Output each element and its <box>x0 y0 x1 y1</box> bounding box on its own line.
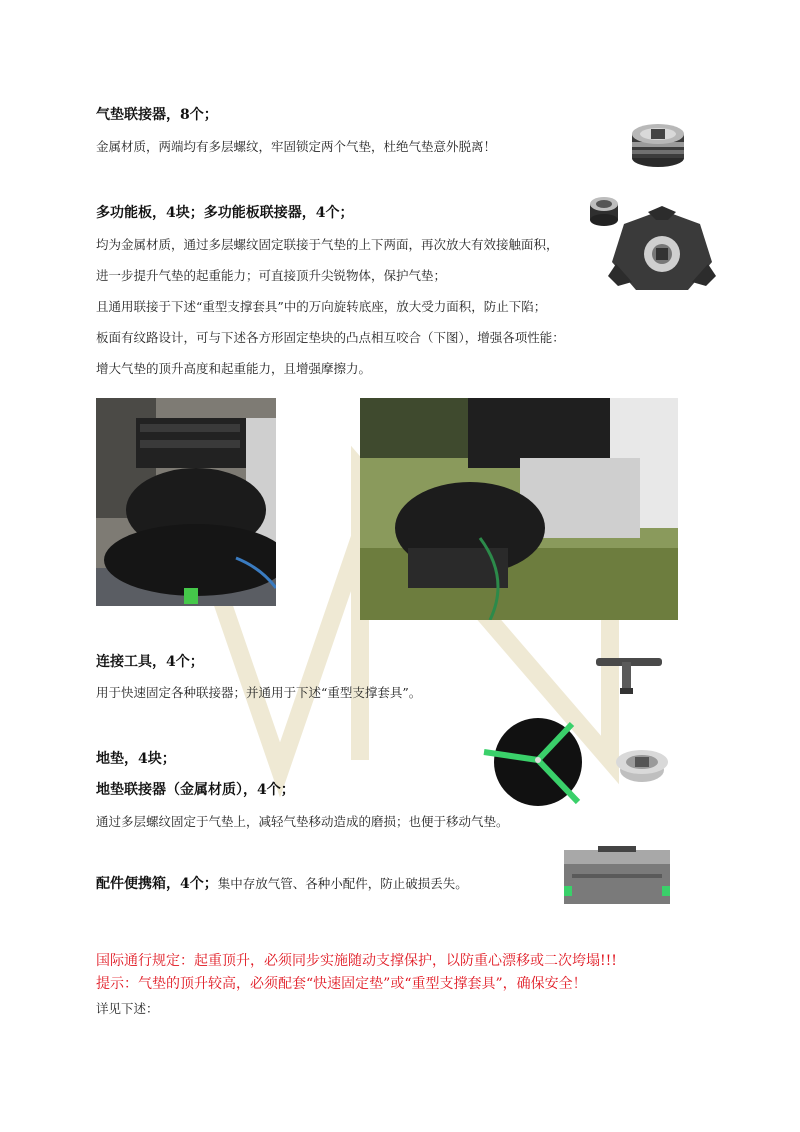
plate-title: 多功能板，4块；多功能板联接器，4个； <box>96 205 354 221</box>
mat-title: 地垫，4块； <box>96 751 176 767</box>
air-cushion-connector-image <box>628 118 688 170</box>
air-cushion-lifting-vehicle-photo <box>360 398 678 620</box>
connection-tool-image <box>592 650 668 696</box>
case-desc: 集中存放气管、各种小配件，防止破损丢失。 <box>217 876 468 891</box>
plate-line-3: 且通用联接于下述“重型支撑套具”中的万向旋转底座，放大受力面积，防止下陷； <box>96 299 547 314</box>
mat-desc: 通过多层螺纹固定于气垫上，减轻气垫移动造成的磨损；也便于移动气垫。 <box>96 814 509 829</box>
mat-connector-title: 地垫联接器（金属材质），4个； <box>96 782 295 798</box>
ground-mat-image <box>480 710 590 810</box>
warning-regulation: 国际通行规定：起重顶升，必须同步实施随动支撑保护，以防重心漂移或二次垮塌!!! <box>96 953 617 969</box>
connector-desc: 金属材质，两端均有多层螺纹，牢固锁定两个气垫，杜绝气垫意外脱离！ <box>96 139 497 154</box>
connector-title: 气垫联接器，8个； <box>96 107 218 123</box>
tool-title: 连接工具，4个； <box>96 654 204 670</box>
stacked-air-cushion-photo <box>96 398 276 606</box>
case-line <box>96 873 468 893</box>
mat-connector-image <box>614 744 670 786</box>
accessory-case-image <box>558 846 676 910</box>
multifunction-plate-image <box>608 206 716 294</box>
footer-note: 详见下述： <box>96 1001 159 1016</box>
warning-tip: 提示：气垫的顶升较高，必须配套“快速固定垫”或“重型支撑套具”，确保安全！ <box>96 976 587 992</box>
plate-line-1: 均为金属材质，通过多层螺纹固定联接于气垫的上下两面，再次放大有效接触面积， <box>96 237 559 252</box>
case-title: 配件便携箱，4个； <box>96 876 218 892</box>
plate-line-4: 板面有纹路设计，可与下述各方形固定垫块的凸点相互咬合（下图），增强各项性能： <box>96 330 565 345</box>
plate-line-5: 增大气垫的顶升高度和起重能力，且增强摩擦力。 <box>96 361 372 376</box>
plate-line-2: 进一步提升气垫的起重能力；可直接顶升尖锐物体，保护气垫； <box>96 268 447 283</box>
tool-desc: 用于快速固定各种联接器；并通用于下述“重型支撑套具”。 <box>96 685 422 700</box>
